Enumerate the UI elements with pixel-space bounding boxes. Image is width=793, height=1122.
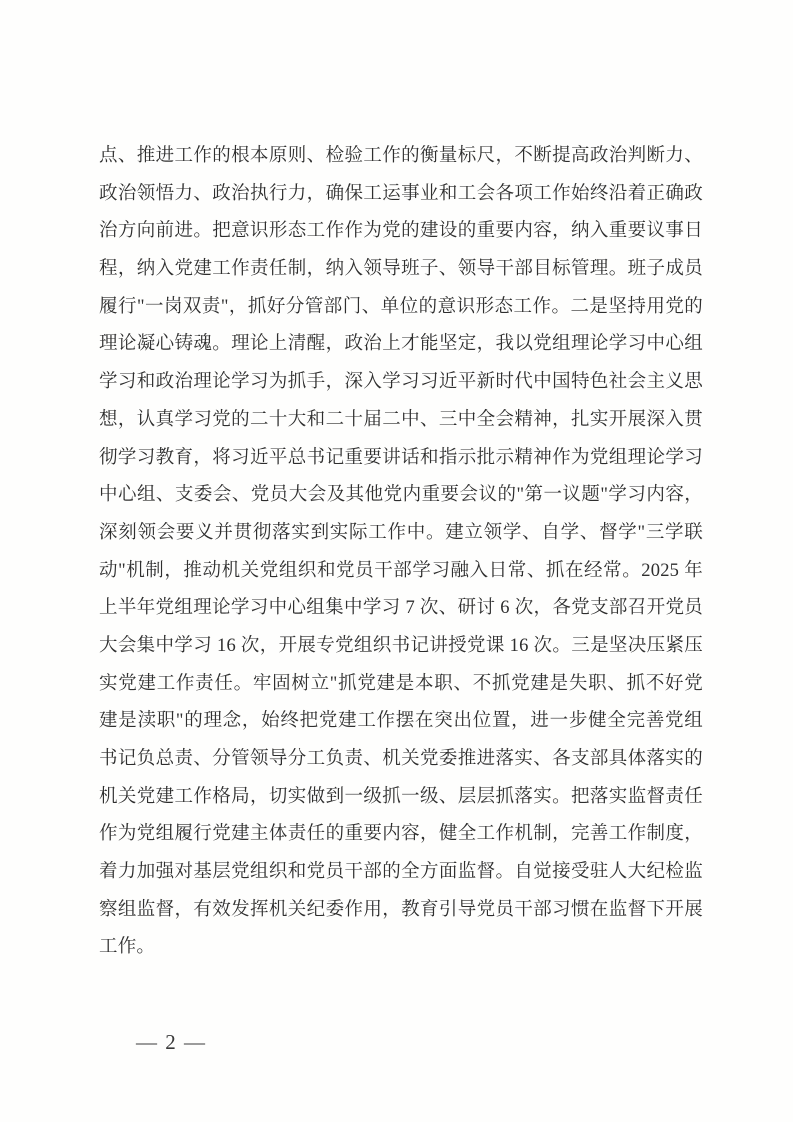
text-line: 上半年党组理论学习中心组集中学习 7 次、研讨 6 次，各党支部召开党员 xyxy=(99,598,703,619)
text-line: 动"机制，推动机关党组织和党员干部学习融入日常、抓在经常。2025 年 xyxy=(99,560,703,581)
text-line: 察组监督，有效发挥机关纪委作用，教育引导党员干部习惯在监督下开展 xyxy=(99,899,703,920)
text-line: 工作。 xyxy=(99,937,156,958)
text-line: 彻学习教育，将习近平总书记重要讲话和指示批示精神作为党组理论学习 xyxy=(99,447,703,468)
text-line: 深刻领会要义并贯彻落实到实际工作中。建立领学、自学、督学"三学联 xyxy=(99,522,703,543)
text-line: 履行"一岗双责"，抓好分管部门、单位的意识形态工作。二是坚持用党的 xyxy=(99,296,703,317)
text-line: 建是渎职"的理念，始终把党建工作摆在突出位置，进一步健全完善党组 xyxy=(99,711,703,732)
text-line: 学习和政治理论学习为抓手，深入学习习近平新时代中国特色社会主义思 xyxy=(99,372,703,393)
page-number: — 2 — xyxy=(136,1030,207,1054)
text-line: 着力加强对基层党组织和党员干部的全方面监督。自觉接受驻人大纪检监 xyxy=(99,862,703,883)
text-line: 机关党建工作格局，切实做到一级抓一级、层层抓落实。把落实监督责任 xyxy=(99,786,703,807)
text-line: 实党建工作责任。牢固树立"抓党建是本职、不抓党建是失职、抓不好党 xyxy=(99,673,703,694)
body-text xyxy=(99,138,703,967)
text-line: 点、推进工作的根本原则、检验工作的衡量标尺，不断提高政治判断力、 xyxy=(99,146,703,166)
text-line: 书记负总责、分管领导分工负责、机关党委推进落实、各支部具体落实的 xyxy=(99,749,703,769)
text-line: 治方向前进。把意识形态工作作为党的建设的重要内容，纳入重要议事日 xyxy=(99,221,703,242)
text-line: 程，纳入党建工作责任制，纳入领导班子、领导干部目标管理。班子成员 xyxy=(99,259,703,280)
text-line: 大会集中学习 16 次，开展专党组织书记讲授党课 16 次。三是坚决压紧压 xyxy=(99,635,703,656)
text-line: 想，认真学习党的二十大和二十届二中、三中全会精神，扎实开展深入贯 xyxy=(99,409,703,430)
text-line: 政治领悟力、政治执行力，确保工运事业和工会各项工作始终沿着正确政 xyxy=(99,183,703,204)
text-line: 理论凝心铸魂。理论上清醒，政治上才能坚定，我以党组理论学习中心组 xyxy=(99,334,703,355)
text-line: 作为党组履行党建主体责任的重要内容，健全工作机制，完善工作制度， xyxy=(99,824,703,845)
text-line: 中心组、支委会、党员大会及其他党内重要会议的"第一议题"学习内容， xyxy=(99,485,703,506)
